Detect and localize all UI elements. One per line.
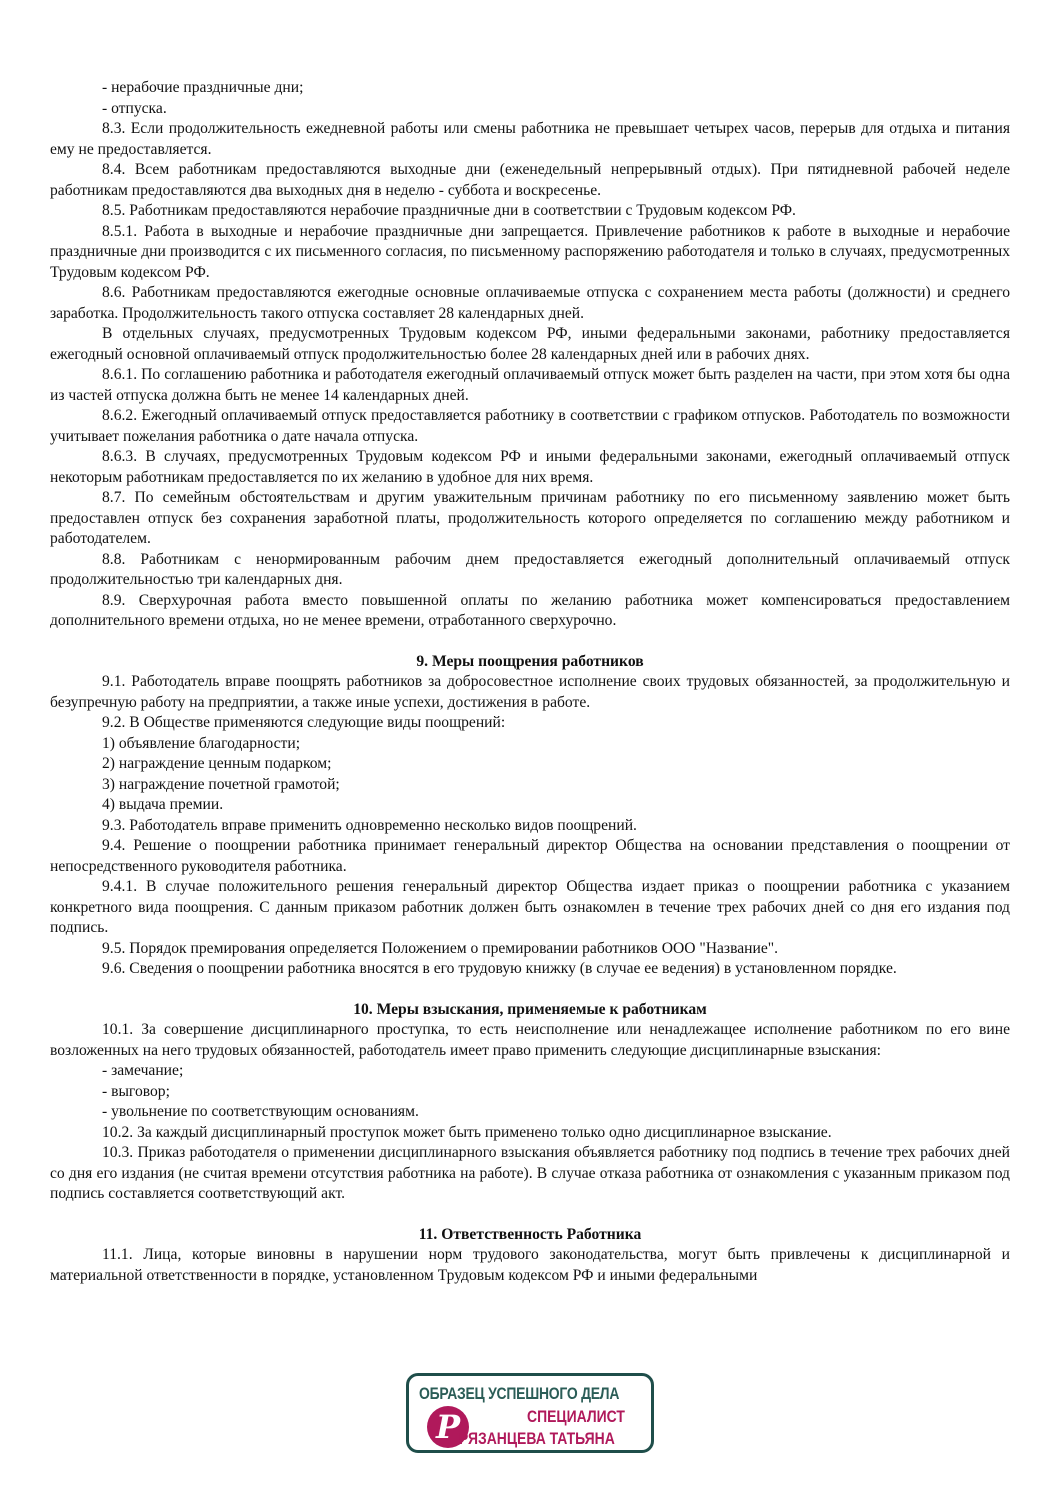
paragraph: 10.1. За совершение дисциплинарного проступка, то есть неисполнение или ненадлежащее исполнение работником по его вине возложенных на него трудовых обязанностей, работодатель имеет право применить следующие дисциплинарные взыскания: (50, 1021, 1010, 1059)
paragraph: 8.5. Работникам предоставляются нерабочие праздничные дни в соответствии с Трудовым кодексом РФ. (102, 202, 796, 219)
list-item: 3) награждение почетной грамотой; (102, 775, 340, 793)
document-page (50, 78, 1010, 1286)
paragraph: 8.9. Сверхурочная работа вместо повышенной оплаты по желанию работника может компенсироваться предоставлением дополнительного времени отдыха, но не менее времени, отработанного сверхурочно. (50, 591, 1010, 629)
logo-author: РЯЗАНЦЕВА ТАТЬЯНА (459, 1429, 615, 1448)
paragraph: 8.5.1. Работа в выходные и нерабочие праздничные дни запрещается. Привлечение работников к работе в выходные и нерабочие праздничные дни производится с их письменного согласия, по письменному распоряжению работодателя и только в случаях, предусмотренных Трудовым кодексом РФ. (50, 222, 1010, 281)
paragraph: В отдельных случаях, предусмотренных Трудовым кодексом РФ, иными федеральными законами, работнику предоставляется ежегодный основной оплачиваемый отпуск продолжительностью более 28 календарных дней или в рабочих днях. (50, 325, 1010, 363)
section-heading: 10. Меры взыскания, применяемые к работникам (353, 1000, 707, 1018)
list-item: - замечание; (102, 1062, 184, 1079)
paragraph: 11.1. Лица, которые виновны в нарушении норм трудового законодательства, могут быть привлечены к дисциплинарной и материальной ответственности в порядке, установленном Трудовым кодексом РФ и иными федеральными (50, 1246, 1010, 1284)
paragraph: 9.6. Сведения о поощрении работника вносятся в его трудовую книжку (в случае ее ведения) в установленном порядке. (102, 960, 897, 977)
list-item: - нерабочие праздничные дни; (102, 79, 304, 96)
paragraph: 8.6.2. Ежегодный оплачиваемый отпуск предоставляется работнику в соответствии с графиком отпусков. Работодатель по возможности учитывает пожелания работника о дате начала отпуска. (50, 407, 1010, 445)
section-heading: 9. Меры поощрения работников (416, 652, 644, 670)
list-item: - выговор; (102, 1082, 170, 1100)
list-item: - отпуска. (102, 99, 167, 117)
watermark-logo (406, 1373, 654, 1453)
paragraph: 9.4. Решение о поощрении работника принимает генеральный директор Общества на основании представления о поощрении от непосредственного руководителя работника. (50, 837, 1010, 875)
list-item: 2) награждение ценным подарком; (102, 755, 332, 772)
paragraph: 9.3. Работодатель вправе применить одновременно несколько видов поощрений. (102, 816, 637, 834)
list-item: 4) выдача премии. (102, 796, 224, 813)
paragraph: 9.1. Работодатель вправе поощрять работников за добросовестное исполнение своих трудовых обязанностей, за продолжительную и безупречную работу на предприятии, а также иные успехи, достижения в работе. (50, 673, 1010, 711)
logo-subtitle: СПЕЦИАЛИСТ (527, 1407, 625, 1426)
paragraph: 8.7. По семейным обстоятельствам и другим уважительным причинам работнику по его письменному заявлению может быть предоставлен отпуск без сохранения заработной платы, продолжительность которого определяется по соглашению между работником и работодателем. (50, 489, 1010, 547)
pinterest-icon: P (427, 1406, 469, 1448)
paragraph: 9.4.1. В случае положительного решения генеральный директор Общества издает приказ о поощрении работника с указанием конкретного вида поощрения. С данным приказом работник должен быть ознакомлен в течение трех рабочих дней со дня его издания под подпись. (50, 878, 1010, 936)
paragraph: 9.2. В Обществе применяются следующие виды поощрений: (102, 714, 506, 731)
paragraph: 8.3. Если продолжительность ежедневной работы или смены работника не превышает четырех часов, перерыв для отдыха и питания ему не предоставляется. (50, 120, 1010, 158)
paragraph: 9.5. Порядок премирования определяется Положением о премировании работников ООО "Название". (102, 939, 779, 957)
list-item: 1) объявление благодарности; (102, 734, 301, 752)
paragraph: 8.6. Работникам предоставляются ежегодные основные оплачиваемые отпуска с сохранением места работы (должности) и среднего заработка. Продолжительность такого отпуска составляет 28 календарных дней. (50, 284, 1010, 322)
paragraph: 10.3. Приказ работодателя о применении дисциплинарного взыскания объявляется работнику под подпись в течение трех рабочих дней со дня его издания (не считая времени отсутствия работника на работе). В случае отказа работника от ознакомления с указанным приказом под подпись составляется соответствующий акт. (50, 1144, 1010, 1202)
section-heading: 11. Ответственность Работника (418, 1225, 642, 1243)
paragraph: 10.2. За каждый дисциплинарный проступок может быть применено только одно дисциплинарное взыскание. (102, 1123, 832, 1141)
paragraph: 8.6.1. По соглашению работника и работодателя ежегодный оплачиваемый отпуск может быть разделен на части, при этом хотя бы одна из частей отпуска должна быть не менее 14 календарных дней. (50, 366, 1010, 404)
logo-title: ОБРАЗЕЦ УСПЕШНОГО ДЕЛА (419, 1384, 620, 1403)
paragraph: 8.8. Работникам с ненормированным рабочим днем предоставляется ежегодный дополнительный оплачиваемый отпуск продолжительностью три календарных дня. (50, 550, 1010, 588)
paragraph: 8.4. Всем работникам предоставляются выходные дни (еженедельный непрерывный отдых). При пятидневной рабочей неделе работникам предоставляются два выходных дня в неделю - суббота и воскресенье. (50, 161, 1010, 199)
list-item: - увольнение по соответствующим основаниям. (102, 1103, 419, 1120)
paragraph: 8.6.3. В случаях, предусмотренных Трудовым кодексом РФ и иными федеральными законами, ежегодный оплачиваемый отпуск некоторым работникам предоставляется по их желанию в удобное для них время. (50, 448, 1010, 486)
